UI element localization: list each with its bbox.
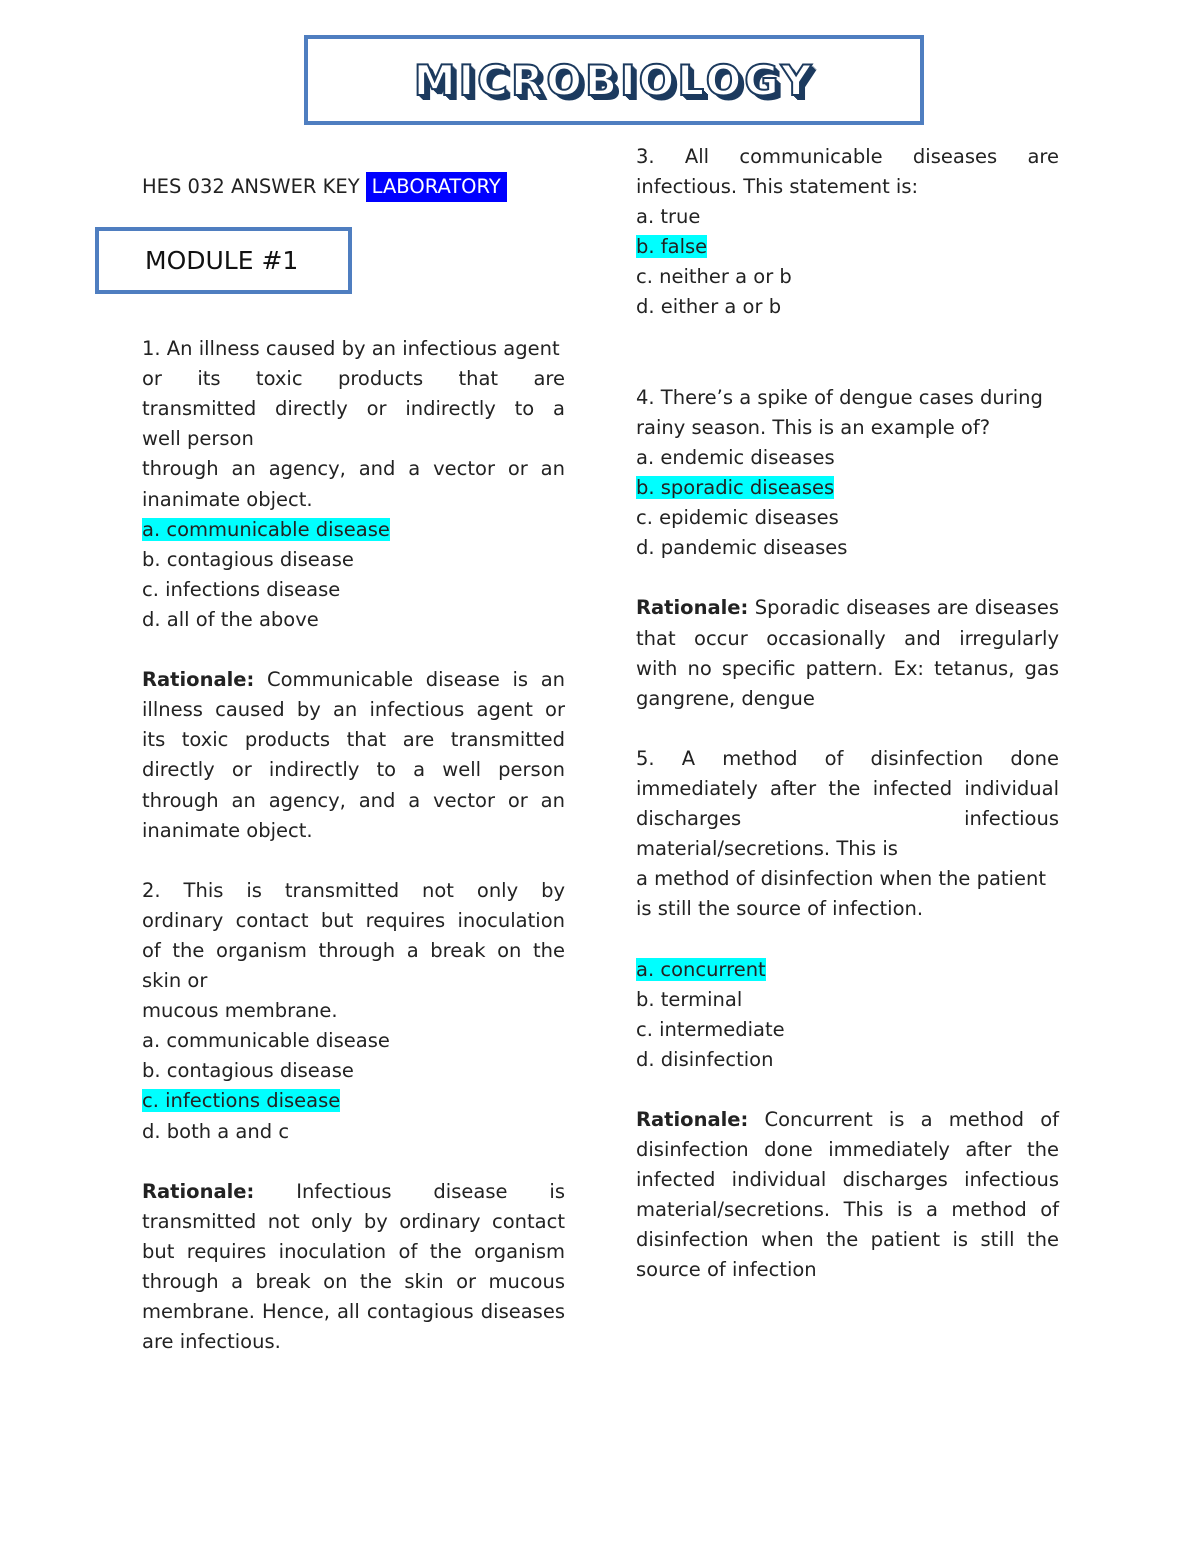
question-line: 4. There’s a spike of dengue cases during	[636, 385, 1043, 409]
rationale-line: disinfection done immediately after the	[636, 1138, 1059, 1162]
answer-option: a. true	[636, 205, 701, 229]
left-column	[142, 172, 565, 1357]
rationale-line: inanimate object.	[142, 818, 313, 842]
rationale-line: transmitted not only by ordinary contact	[142, 1209, 565, 1233]
answer-option: b. terminal	[636, 987, 743, 1011]
title-banner	[304, 35, 924, 125]
rationale-line: source of infection	[636, 1258, 817, 1282]
rationale-line: are infectious.	[142, 1330, 281, 1354]
rationale-line: through a break on the skin or mucous	[142, 1270, 565, 1293]
document-title: MICROBIOLOGY	[413, 55, 815, 105]
rationale-line: Rationale: Infectious disease is	[142, 1179, 565, 1203]
rationale-line: Rationale: Sporadic diseases are diseases	[636, 596, 1059, 620]
course-label: HES 032 ANSWER KEY	[142, 175, 360, 198]
question-line: 2. This is transmitted not only by	[142, 878, 565, 902]
rationale-line: disinfection when the patient is still the	[636, 1228, 1059, 1252]
rationale-line: its toxic products that are transmitted	[142, 728, 565, 752]
correct-answer: b. sporadic diseases	[636, 476, 835, 500]
correct-answer: a. concurrent	[636, 957, 766, 981]
rationale-line: through an agency, and a vector or an	[142, 788, 565, 812]
rationale-label: Rationale:	[142, 1179, 255, 1203]
question-line: discharges infectious	[636, 807, 1059, 831]
rationale-line: Rationale: Communicable disease is an	[142, 668, 565, 692]
correct-answer: a. communicable disease	[142, 517, 390, 541]
question-line: 5. A method of disinfection done	[636, 746, 1059, 770]
rationale-label: Rationale:	[636, 1108, 749, 1131]
answer-option: d. disinfection	[636, 1047, 774, 1071]
rationale-line: directly or indirectly to a well person	[142, 758, 565, 782]
answer-option: d. pandemic diseases	[636, 536, 848, 560]
answer-option: c. intermediate	[636, 1017, 785, 1041]
answer-option: c. epidemic diseases	[636, 506, 839, 530]
question-line: mucous membrane.	[142, 999, 338, 1023]
rationale-line: with no specific pattern. Ex: tetanus, gas	[636, 656, 1059, 680]
rationale-line: infected individual discharges infectious	[636, 1168, 1059, 1192]
question-1	[142, 334, 565, 846]
rationale-line: material/secretions. This is a method of	[636, 1198, 1059, 1222]
correct-answer: c. infections disease	[142, 1089, 341, 1113]
rationale-line: but requires inoculation of the organism	[142, 1239, 565, 1263]
question-5	[636, 744, 1059, 1286]
question-2	[142, 876, 565, 1358]
question-3	[636, 142, 1059, 323]
answer-option: c. infections disease	[142, 577, 341, 601]
right-column	[636, 142, 1059, 1286]
question-line: 3. All communicable diseases are	[636, 145, 1059, 168]
question-line: through an agency, and a vector or an	[142, 457, 565, 481]
question-4	[636, 383, 1059, 714]
rationale-line: that occur occasionally and irregularly	[636, 626, 1059, 650]
rationale-label: Rationale:	[636, 596, 749, 620]
rationale-line: gangrene, dengue	[636, 686, 815, 710]
answer-option: c. neither a or b	[636, 265, 792, 289]
answer-option: b. contagious disease	[142, 547, 354, 571]
laboratory-badge: LABORATORY	[366, 172, 507, 202]
rationale-line: illness caused by an infectious agent or	[142, 698, 565, 722]
question-line: infectious. This statement is:	[636, 175, 919, 199]
question-line: skin or	[142, 969, 208, 993]
module-label: MODULE #1	[145, 246, 299, 275]
question-line: material/secretions. This is	[636, 837, 898, 861]
question-line: inanimate object.	[142, 487, 313, 511]
correct-answer: b. false	[636, 235, 708, 259]
question-line: 1. An illness caused by an infectious agent	[142, 337, 560, 361]
question-line: ordinary contact but requires inoculation	[142, 908, 565, 932]
answer-option: d. both a and c	[142, 1119, 290, 1143]
answer-option: a. endemic diseases	[636, 445, 835, 469]
answer-option: a. communicable disease	[142, 1029, 390, 1053]
question-line: is still the source of infection.	[636, 897, 924, 921]
answer-key-header	[142, 172, 565, 202]
answer-option: b. contagious disease	[142, 1059, 354, 1083]
answer-option: d. either a or b	[636, 295, 782, 319]
rationale-line: membrane. Hence, all contagious diseases	[142, 1300, 565, 1324]
rationale-line: Rationale: Concurrent is a method of	[636, 1108, 1059, 1131]
question-line: rainy season. This is an example of?	[636, 415, 991, 439]
answer-option: d. all of the above	[142, 607, 319, 631]
rationale-label: Rationale:	[142, 668, 255, 692]
question-line: or its toxic products that are	[142, 367, 565, 391]
question-line: immediately after the infected individual	[636, 776, 1059, 800]
question-line: a method of disinfection when the patient	[636, 867, 1046, 891]
question-line: well person	[142, 427, 254, 451]
question-line: transmitted directly or indirectly to a	[142, 397, 565, 421]
question-line: of the organism through a break on the	[142, 938, 565, 962]
